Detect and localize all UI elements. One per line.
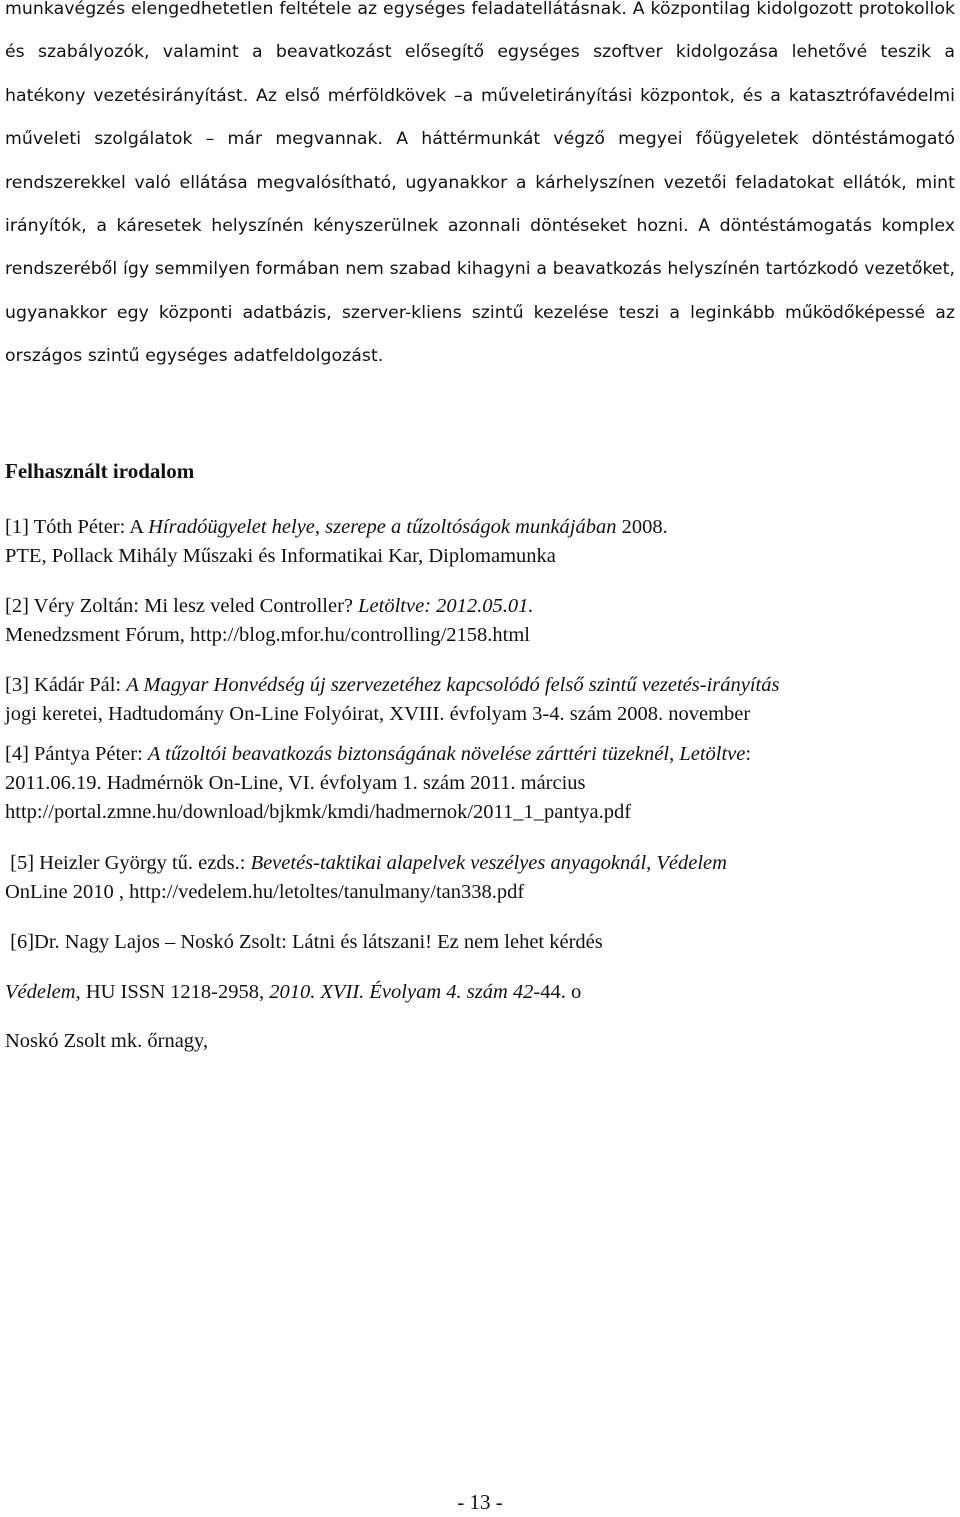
reference-4-line-2: 2011.06.19. Hadmérnök On-Line, VI. évfolyam 1. szám 2011. március bbox=[5, 772, 586, 794]
reference-5-separator: , bbox=[646, 852, 657, 874]
reference-5-line-2: OnLine 2010 , http://vedelem.hu/letoltes/tanulmany/tan338.pdf bbox=[5, 881, 525, 903]
reference-6-line-3: Noskó Zsolt mk. őrnagy, bbox=[5, 1030, 209, 1052]
reference-3-title: A Magyar Honvédség új szervezetéhez kapcsolódó felső szintű vezetés-irányítás bbox=[126, 674, 780, 696]
reference-4-title: A tűzoltói beavatkozás biztonságának növelése zárttéri tüzeknél bbox=[147, 743, 670, 765]
reference-2-download-date: Letöltve: 2012.05.01. bbox=[358, 595, 534, 617]
reference-6-issue: 2010. XVII. Évolyam 4. szám 42 bbox=[269, 981, 534, 1003]
reference-6-issn: , HU ISSN 1218-2958, bbox=[75, 981, 270, 1003]
reference-5-journal: Védelem bbox=[656, 852, 727, 874]
reference-6-line-2 bbox=[5, 978, 957, 1007]
reference-6-line-1 bbox=[5, 928, 957, 957]
references-heading: Felhasznált irodalom bbox=[5, 459, 195, 483]
reference-1-line-2: PTE, Pollack Mihály Műszaki és Informatikai Kar, Diplomamunka bbox=[5, 545, 556, 567]
reference-3-line-2: jogi keretei, Hadtudomány On-Line Folyóirat, XVIII. évfolyam 3-4. szám 2008. november bbox=[5, 703, 751, 725]
reference-1 bbox=[5, 513, 957, 571]
reference-6-journal: Védelem bbox=[5, 981, 76, 1003]
reference-5 bbox=[5, 849, 957, 907]
reference-4-line-1 bbox=[5, 740, 957, 769]
reference-1-year: 2008. bbox=[616, 516, 668, 538]
page-number: - 13 - bbox=[457, 1490, 503, 1514]
reference-6-authors-title: [6]Dr. Nagy Lajos – Noskó Zsolt: Látni és látszani! Ez nem lehet kérdés bbox=[10, 931, 603, 953]
reference-3-prefix: [3] Kádár Pál: bbox=[5, 674, 127, 696]
reference-4-separator: , bbox=[669, 743, 680, 765]
reference-4-prefix: [4] Pántya Péter: bbox=[5, 743, 148, 765]
reference-4 bbox=[5, 740, 957, 827]
reference-1-prefix: [1] Tóth Péter: A bbox=[5, 516, 149, 538]
reference-4-line-3: http://portal.zmne.hu/download/bjkmk/kmdi/hadmernok/2011_1_pantya.pdf bbox=[5, 801, 632, 823]
body-paragraph-main: munkavégzés elengedhetetlen feltétele az egységes feladatellátásnak. A központilag kidolgozott protokollok és szabályozók, valamint a beavatkozást elősegítő egységes szoftver kidolgozása lehetővé teszik a hatékony vezetésirányítást. Az első mérföldkövek –a műveletirányítási központok, és a katasztrófavédelmi műveleti szolgálatok – már megvannak. A háttérmunkát végző megyei főügyeletek döntéstámogató rendszerekkel való ellátása megvalósítható, ugyanakkor a kárhelyszínen vezetői feladatokat ellátók, mint irányítók, a káresetek helyszínén kényszerülnek azonnali döntéseket hozni. bbox=[5, 0, 955, 237]
document-page bbox=[5, 0, 956, 1052]
body-paragraph-tail: A döntéstámogatás komplex rendszeréből így semmilyen formában nem szabad kihagyni a beavatkozás helyszínén tartózkodó vezetőket, ugyanakkor egy központi adatbázis, szerver-kliens szintű kezelése teszi a leginkább működőképessé az országos szintű egységes adatfeldolgozást. bbox=[5, 216, 956, 367]
reference-5-prefix: [5] Heizler György tű. ezds.: bbox=[10, 852, 251, 874]
reference-6-citation bbox=[5, 978, 957, 1007]
reference-2 bbox=[5, 592, 957, 650]
reference-4-colon: : bbox=[745, 743, 752, 765]
reference-2-line-2: Menedzsment Fórum, http://blog.mfor.hu/controlling/2158.html bbox=[5, 624, 530, 646]
reference-2-line-1 bbox=[5, 592, 957, 621]
reference-3 bbox=[5, 671, 957, 729]
reference-3-line-1 bbox=[5, 671, 957, 700]
reference-5-line-1 bbox=[5, 849, 957, 878]
reference-1-line-1 bbox=[5, 513, 957, 542]
reference-4-downloaded-label: Letöltve bbox=[679, 743, 746, 765]
reference-6 bbox=[5, 928, 957, 957]
reference-1-title: Híradóügyelet helye, szerepe a tűzoltóságok munkájában bbox=[148, 516, 617, 538]
reference-5-title: Bevetés-taktikai alapelvek veszélyes anyagoknál bbox=[250, 852, 647, 874]
body-paragraph bbox=[5, 0, 955, 379]
reference-6-pages: -44. o bbox=[533, 981, 582, 1003]
reference-6-author-note bbox=[5, 1027, 957, 1056]
reference-2-prefix: [2] Véry Zoltán: Mi lesz veled Controller? bbox=[5, 595, 359, 617]
